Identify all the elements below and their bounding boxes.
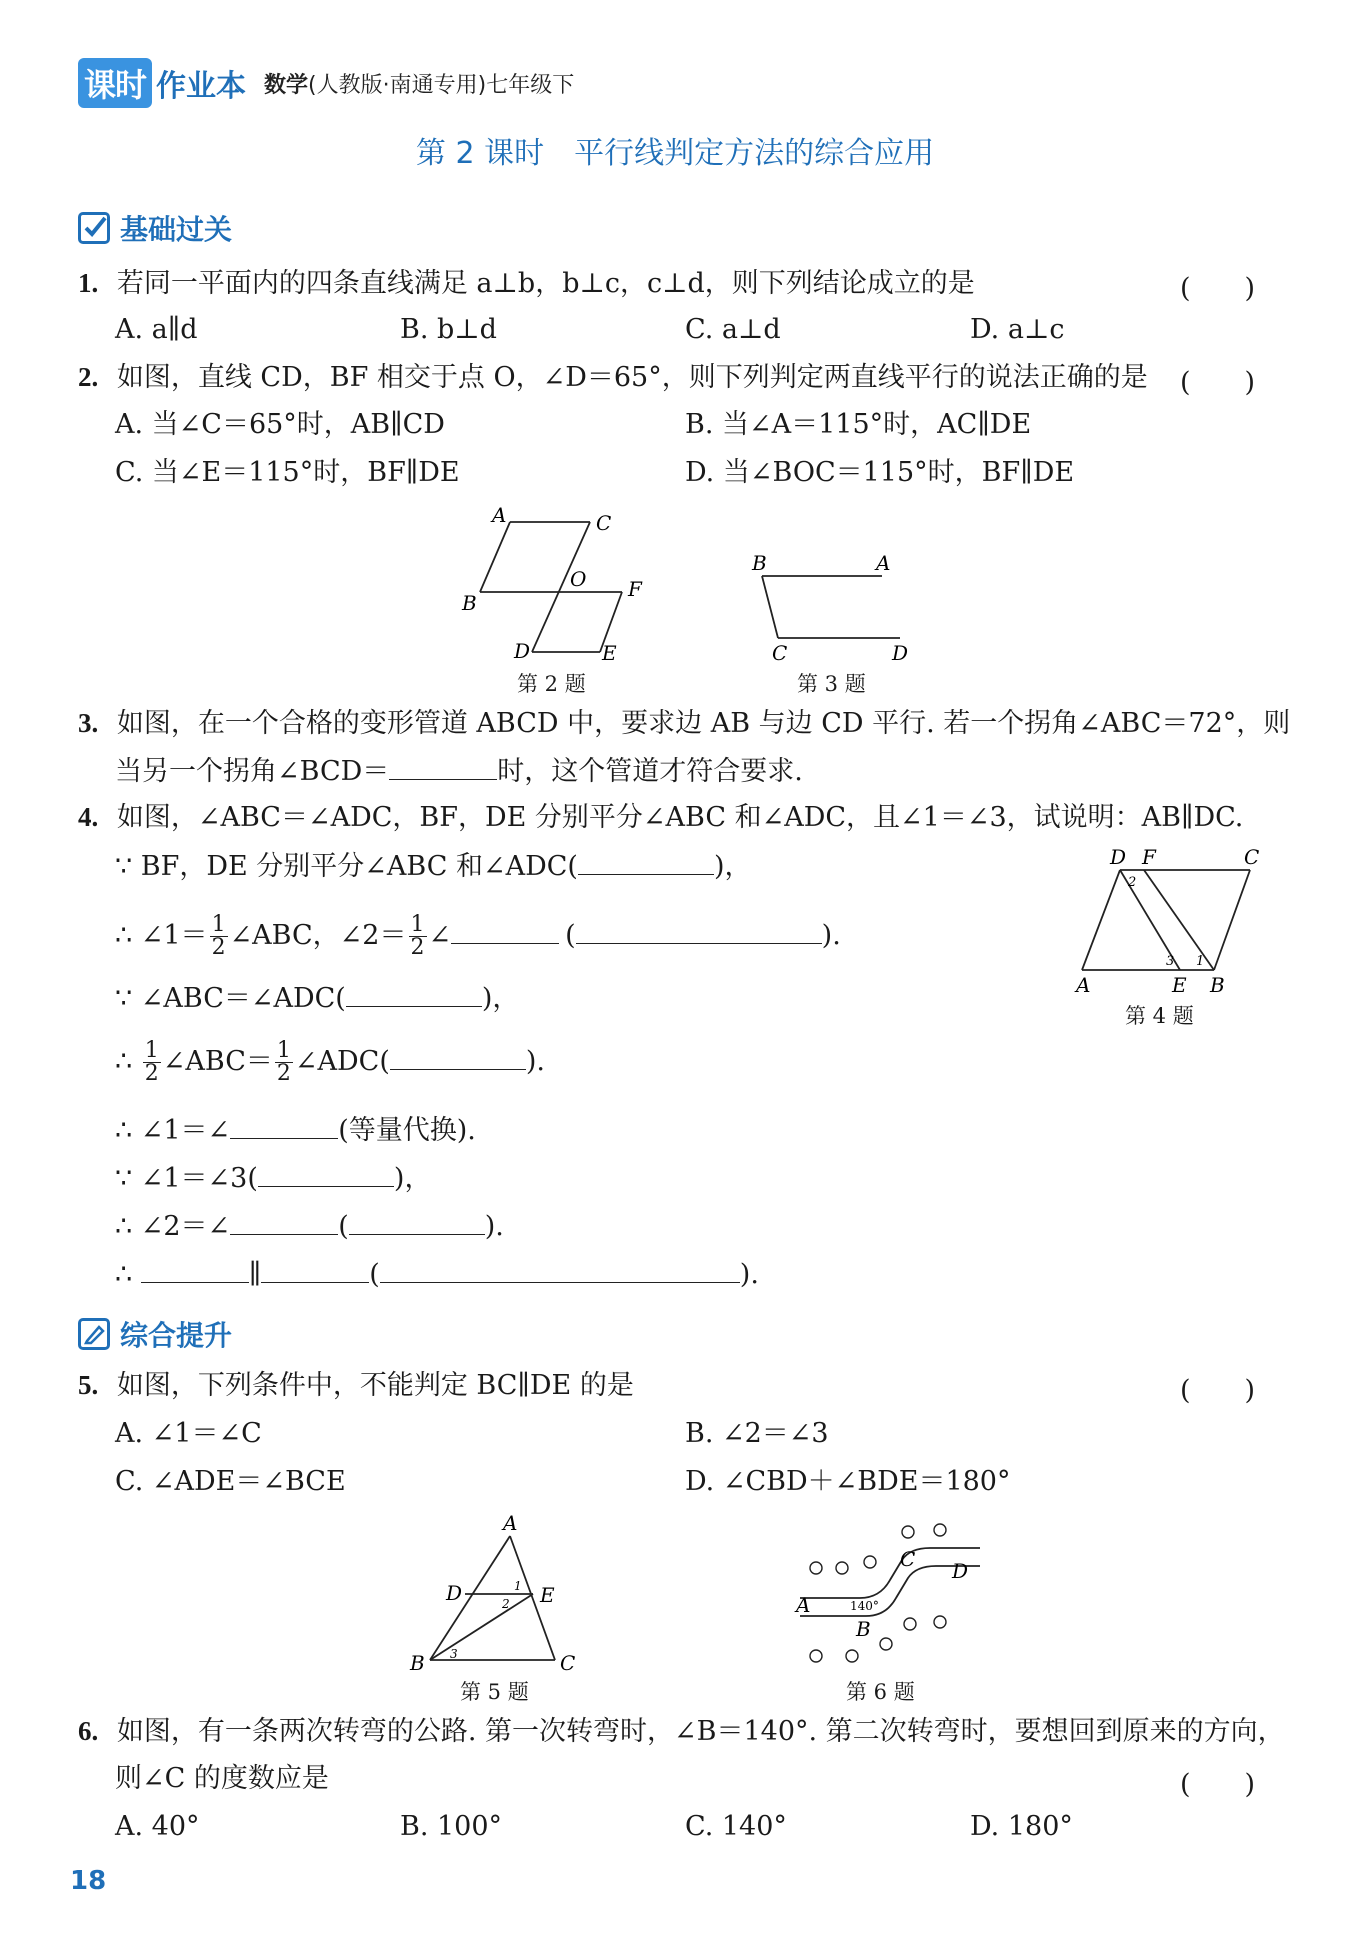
- question-stem: 如图，下列条件中，不能判定 BC∥DE 的是: [116, 1370, 634, 1401]
- question-stem: 若同一平面内的四条直线满足 a⊥b，b⊥c，c⊥d，则下列结论成立的是: [116, 268, 975, 299]
- option-b[interactable]: B. ∠2＝∠3: [685, 1418, 829, 1449]
- proof-step: ∵ ∠1＝∠3( )，: [115, 1160, 431, 1196]
- question-5: [78, 1368, 634, 1403]
- svg-text:D: D: [1110, 846, 1127, 869]
- question-number: 4.: [78, 802, 99, 832]
- question-stem: 如图，在一个合格的变形管道 ABCD 中，要求边 AB 与边 CD 平行. 若一个拐角∠ABC＝72°，则: [116, 708, 1291, 739]
- svg-text:1: 1: [1196, 954, 1205, 969]
- answer-paren[interactable]: ( ): [1180, 367, 1256, 398]
- answer-blank[interactable]: [389, 753, 497, 780]
- option-a[interactable]: A. ∠1＝∠C: [115, 1418, 262, 1449]
- svg-text:C: C: [560, 1651, 576, 1675]
- fig3-label: D: [892, 641, 909, 665]
- question-3: [78, 706, 1290, 741]
- lesson-title: 第 2 课时 平行线判定方法的综合应用: [415, 136, 935, 171]
- answer-paren[interactable]: ( ): [1180, 1375, 1256, 1406]
- svg-text:140°: 140°: [850, 1599, 879, 1613]
- figure-caption: 第 4 题: [1125, 1004, 1194, 1028]
- proof-step: ∴ ∠1＝∠ (等量代换).: [115, 1112, 476, 1148]
- option-a[interactable]: A. 当∠C＝65°时，AB∥CD: [115, 409, 445, 440]
- svg-text:A: A: [503, 1511, 518, 1535]
- svg-text:E: E: [1172, 973, 1187, 996]
- pencil-icon: [78, 1318, 110, 1350]
- svg-text:2: 2: [1128, 875, 1137, 890]
- question-number: 1.: [78, 268, 99, 298]
- proof-step: ∴ ∥ ( ).: [115, 1256, 759, 1292]
- figure-caption: 第 3 题: [797, 672, 866, 696]
- fig2-label: B: [462, 591, 477, 615]
- option-c[interactable]: C. 140°: [685, 1811, 787, 1842]
- section-basic: [78, 208, 232, 248]
- answer-blank[interactable]: [230, 1112, 338, 1139]
- section-label: 基础过关: [120, 213, 233, 246]
- question-stem: 如图，有一条两次转弯的公路. 第一次转弯时，∠B＝140°. 第二次转弯时，要想回到原来的方向，: [116, 1716, 1285, 1747]
- question-6: [78, 1714, 1285, 1749]
- option-b[interactable]: B. b⊥d: [400, 314, 497, 345]
- answer-paren[interactable]: ( ): [1180, 273, 1256, 304]
- answer-blank[interactable]: [390, 1043, 526, 1070]
- option-c[interactable]: C. ∠ADE＝∠BCE: [115, 1466, 346, 1497]
- svg-text:D: D: [446, 1581, 463, 1605]
- svg-text:A: A: [1076, 973, 1091, 996]
- answer-blank[interactable]: [141, 1256, 249, 1283]
- fig3-label: A: [876, 551, 891, 575]
- fraction-half: $\frac{1}{2}$: [144, 1038, 159, 1086]
- proof-step: ∴ ∠1＝ $\frac{1}{2}$ ∠ABC，∠2＝ $\frac{1}{2}$ ∠ ( ).: [115, 912, 841, 960]
- figure-caption: 第 6 题: [846, 1680, 915, 1704]
- figure-5: [400, 1510, 600, 1680]
- fraction-half: $\frac{1}{2}$: [211, 912, 226, 960]
- question-number: 5.: [78, 1370, 99, 1400]
- svg-text:B: B: [1210, 973, 1225, 996]
- question-number: 6.: [78, 1716, 99, 1746]
- option-d[interactable]: D. a⊥c: [970, 314, 1065, 345]
- question-number: 3.: [78, 708, 99, 738]
- svg-text:1: 1: [514, 1579, 522, 1593]
- figure-caption: 第 2 题: [517, 672, 586, 696]
- fig3-label: C: [772, 641, 788, 665]
- fraction-half: $\frac{1}{2}$: [410, 912, 425, 960]
- checkbox-icon: [78, 212, 110, 244]
- proof-step: ∵ ∠ABC＝∠ADC( )，: [115, 980, 519, 1016]
- header-brand: [78, 58, 574, 108]
- option-b[interactable]: B. 100°: [400, 1811, 503, 1842]
- figure-caption: 第 5 题: [460, 1680, 529, 1704]
- section-label: 综合提升: [120, 1319, 233, 1352]
- fig2-label: A: [492, 503, 507, 527]
- figure-6: [790, 1516, 990, 1686]
- question-stem: 如图，直线 CD，BF 相交于点 O，∠D＝65°，则下列判定两直线平行的说法正确的是: [116, 362, 1148, 393]
- proof-step: ∵ BF，DE 分别平分∠ABC 和∠ADC( )，: [115, 848, 752, 884]
- svg-text:A: A: [796, 1593, 811, 1617]
- book-subtitle: 数学(人教版·南通专用)七年级下: [264, 72, 575, 98]
- fig2-label: D: [514, 639, 531, 663]
- question-4: [78, 800, 1243, 835]
- answer-blank[interactable]: [349, 1208, 485, 1235]
- svg-text:C: C: [900, 1547, 916, 1571]
- proof-step: ∴ ∠2＝∠ ( ).: [115, 1208, 504, 1244]
- question-stem: 如图，∠ABC＝∠ADC，BF，DE 分别平分∠ABC 和∠ADC，且∠1＝∠3，试说明：AB∥DC.: [116, 802, 1244, 833]
- section-advanced: [78, 1314, 232, 1354]
- fig3-label: B: [752, 551, 767, 575]
- fig2-label: C: [596, 511, 612, 535]
- option-c[interactable]: C. a⊥d: [685, 314, 781, 345]
- answer-blank[interactable]: [451, 917, 559, 944]
- question-1: [78, 266, 975, 301]
- answer-blank[interactable]: [380, 1256, 740, 1283]
- svg-text:D: D: [952, 1559, 969, 1583]
- answer-paren[interactable]: ( ): [1180, 1769, 1256, 1800]
- proof-step: ∴ $\frac{1}{2}$ ∠ABC＝ $\frac{1}{2}$ ∠ADC( ).: [115, 1038, 545, 1086]
- answer-blank[interactable]: [258, 1160, 394, 1187]
- fig2-label: O: [570, 567, 587, 591]
- option-d[interactable]: D. 当∠BOC＝115°时，BF∥DE: [685, 457, 1075, 488]
- svg-text:B: B: [410, 1651, 425, 1675]
- answer-blank[interactable]: [576, 917, 822, 944]
- question-2: [78, 360, 1148, 395]
- answer-blank[interactable]: [230, 1208, 338, 1235]
- option-c[interactable]: C. 当∠E＝115°时，BF∥DE: [115, 457, 460, 488]
- question-3-line2: 当另一个拐角∠BCD＝ 时，这个管道才符合要求.: [115, 753, 803, 789]
- question-6-line2: 则∠C 的度数应是: [115, 1763, 329, 1794]
- svg-text:B: B: [856, 1617, 871, 1641]
- fraction-half: $\frac{1}{2}$: [276, 1038, 291, 1086]
- brand-name: 作业本: [156, 69, 247, 104]
- answer-blank[interactable]: [578, 848, 714, 875]
- svg-text:3: 3: [450, 1647, 458, 1661]
- figure-3: [740, 548, 930, 668]
- option-d[interactable]: D. 180°: [970, 1811, 1073, 1842]
- svg-text:C: C: [1244, 846, 1260, 869]
- figure-2: [450, 500, 670, 670]
- question-number: 2.: [78, 362, 99, 392]
- figure-4: [1068, 846, 1268, 996]
- option-b[interactable]: B. 当∠A＝115°时，AC∥DE: [685, 409, 1032, 440]
- page-number: 18: [70, 1866, 107, 1896]
- answer-blank[interactable]: [261, 1256, 369, 1283]
- fig2-label: F: [628, 577, 642, 601]
- svg-text:3: 3: [1166, 954, 1175, 969]
- fig2-label: E: [602, 641, 617, 665]
- answer-blank[interactable]: [346, 980, 482, 1007]
- svg-text:E: E: [540, 1583, 555, 1607]
- svg-text:2: 2: [502, 1597, 510, 1611]
- svg-text:F: F: [1142, 846, 1156, 869]
- brand-logo: 课时: [78, 58, 152, 108]
- option-d[interactable]: D. ∠CBD＋∠BDE＝180°: [685, 1466, 1011, 1497]
- option-a[interactable]: A. 40°: [115, 1811, 200, 1842]
- option-a[interactable]: A. a∥d: [115, 314, 198, 345]
